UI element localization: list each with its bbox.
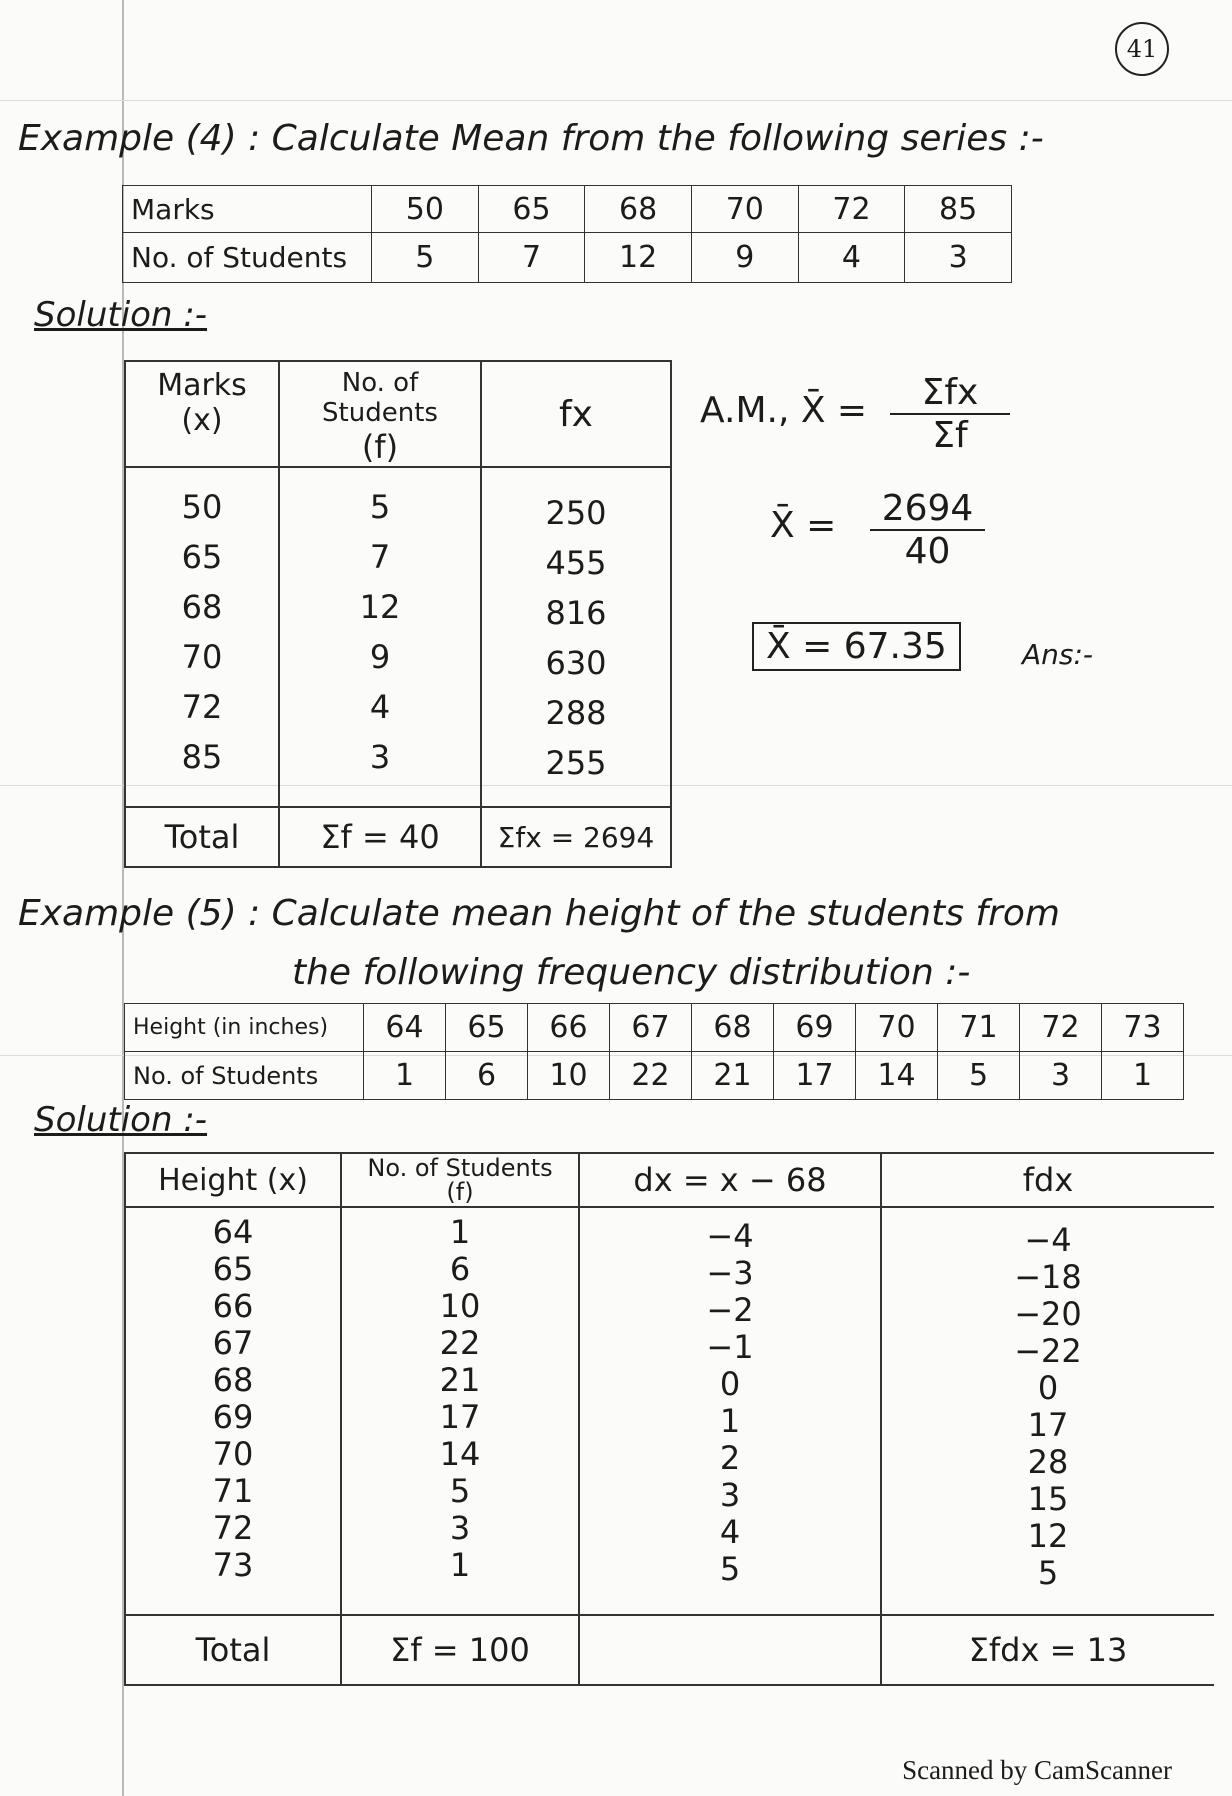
header-text: (f) — [446, 1178, 474, 1206]
cell: 288 — [545, 694, 607, 732]
table-row — [125, 1004, 1184, 1052]
cell: −22 — [1014, 1332, 1082, 1370]
table-cell: 22 — [610, 1052, 692, 1100]
cell: 7 — [369, 538, 391, 576]
column-dx — [579, 1207, 881, 1615]
cell: 71 — [212, 1472, 254, 1510]
cell: 68 — [212, 1361, 254, 1399]
header-cell: dx = x − 68 — [579, 1153, 881, 1207]
cell: 4 — [719, 1513, 741, 1551]
solution-label: Solution :- — [34, 1100, 208, 1140]
answer-label: Ans:- — [1022, 638, 1094, 671]
cell: 15 — [1027, 1480, 1069, 1518]
column-fx — [481, 467, 671, 807]
formula-numerator: Σfx — [890, 372, 1010, 415]
cell: −3 — [706, 1254, 754, 1292]
cell: 65 — [181, 538, 223, 576]
table-body-row — [125, 467, 671, 807]
table-row — [123, 233, 1012, 283]
cell: 65 — [212, 1250, 254, 1288]
cell: 50 — [181, 488, 223, 526]
table-cell: 85 — [905, 186, 1012, 233]
table-cell: 65 — [446, 1004, 528, 1052]
cell: 17 — [439, 1398, 481, 1436]
table-cell: 70 — [856, 1004, 938, 1052]
cell: 12 — [359, 588, 401, 626]
cell: −18 — [1014, 1258, 1082, 1296]
cell: 12 — [1027, 1517, 1069, 1555]
example5-title-line1: Example (5) : Calculate mean height of the students from — [18, 893, 1060, 934]
table-cell: 5 — [938, 1052, 1020, 1100]
cell: 250 — [545, 494, 607, 532]
header-text: Marks — [157, 368, 247, 403]
header-cell: fx — [559, 393, 593, 435]
cell: 70 — [181, 638, 223, 676]
table-cell: 6 — [446, 1052, 528, 1100]
cell: 0 — [719, 1365, 741, 1403]
cell: 64 — [212, 1213, 254, 1251]
table-cell: 65 — [478, 186, 585, 233]
total-label: Total — [125, 1615, 341, 1685]
cell: 28 — [1027, 1443, 1069, 1481]
table-cell: 70 — [691, 186, 798, 233]
table-cell: 68 — [692, 1004, 774, 1052]
table-cell: 10 — [528, 1052, 610, 1100]
cell: 68 — [181, 588, 223, 626]
table-cell: 69 — [774, 1004, 856, 1052]
total-empty — [579, 1615, 881, 1685]
cell: 5 — [369, 488, 391, 526]
cell: 2 — [719, 1439, 741, 1477]
cell: 3 — [719, 1476, 741, 1514]
example5-title-line2: the following frequency distribution :- — [292, 952, 971, 993]
table-cell: 3 — [1020, 1052, 1102, 1100]
ruled-line — [0, 100, 1232, 101]
table-cell: 1 — [364, 1052, 446, 1100]
solution-label: Solution :- — [34, 295, 208, 335]
header-cell — [341, 1153, 579, 1207]
table-cell: 4 — [798, 233, 905, 283]
cell: 4 — [369, 688, 391, 726]
marks-label: Marks — [123, 186, 372, 233]
cell: 255 — [545, 744, 607, 782]
step-lhs: X̄ = — [770, 505, 837, 546]
cell: 630 — [545, 644, 607, 682]
cell: 73 — [212, 1546, 254, 1584]
total-fdx: Σfdx = 13 — [968, 1631, 1128, 1669]
step-fraction — [870, 488, 985, 572]
example4-data-table — [122, 185, 1012, 283]
table-cell: 3 — [905, 233, 1012, 283]
cell: 1 — [449, 1546, 471, 1584]
cell: 455 — [545, 544, 607, 582]
example5-data-table — [124, 1003, 1184, 1100]
cell: 5 — [449, 1472, 471, 1510]
cell: 67 — [212, 1324, 254, 1362]
cell: 5 — [1037, 1554, 1059, 1592]
table-cell: 1 — [1102, 1052, 1184, 1100]
total-fx: Σfx = 2694 — [497, 820, 655, 854]
table-row — [123, 186, 1012, 233]
table-cell: 71 — [938, 1004, 1020, 1052]
cell: 72 — [212, 1509, 254, 1547]
header-cell: fdx — [1022, 1161, 1074, 1199]
page-number: 41 — [1115, 22, 1169, 76]
column-x — [125, 1207, 341, 1615]
table-cell: 17 — [774, 1052, 856, 1100]
column-f — [341, 1207, 579, 1615]
cell: 17 — [1027, 1406, 1069, 1444]
cell: 14 — [439, 1435, 481, 1473]
cell: 22 — [439, 1324, 481, 1362]
table-cell: 50 — [372, 186, 479, 233]
table-row — [125, 1052, 1184, 1100]
cell: 3 — [449, 1509, 471, 1547]
table-cell: 64 — [364, 1004, 446, 1052]
table-header-row — [125, 361, 671, 467]
cell: 69 — [212, 1398, 254, 1436]
cell: 10 — [439, 1287, 481, 1325]
table-cell: 66 — [528, 1004, 610, 1052]
table-header-row — [125, 1153, 1214, 1207]
table-total-row — [125, 807, 671, 867]
result-box: X̄ = 67.35 — [752, 622, 961, 671]
students-label: No. of Students — [125, 1052, 364, 1100]
column-x — [125, 467, 279, 807]
header-text: No. of Students — [367, 1154, 553, 1182]
cell: −2 — [706, 1291, 754, 1329]
table-cell: 72 — [798, 186, 905, 233]
cell: 66 — [212, 1287, 254, 1325]
formula-denominator: Σf — [932, 415, 968, 456]
table-cell: 14 — [856, 1052, 938, 1100]
column-fdx — [881, 1207, 1214, 1615]
cell: 85 — [181, 738, 223, 776]
cell: 9 — [369, 638, 391, 676]
cell: −1 — [706, 1328, 754, 1366]
cell: −4 — [706, 1217, 754, 1255]
height-label: Height (in inches) — [125, 1004, 364, 1052]
cell: 70 — [212, 1435, 254, 1473]
total-f: Σf = 100 — [341, 1615, 579, 1685]
formula-lhs: A.M., X̄ = — [700, 390, 868, 431]
scanner-footer: Scanned by CamScanner — [902, 1755, 1172, 1785]
cell: 5 — [719, 1550, 741, 1588]
cell: 21 — [439, 1361, 481, 1399]
table-cell: 7 — [478, 233, 585, 283]
cell: −20 — [1014, 1295, 1082, 1333]
header-text: (x) — [181, 403, 223, 438]
table-cell: 9 — [691, 233, 798, 283]
cell: 3 — [369, 738, 391, 776]
table-cell: 12 — [585, 233, 692, 283]
table-cell: 72 — [1020, 1004, 1102, 1052]
example4-title: Example (4) : Calculate Mean from the following series :- — [18, 118, 1044, 159]
cell: 6 — [449, 1250, 471, 1288]
table-cell: 73 — [1102, 1004, 1184, 1052]
table-total-row — [125, 1615, 1214, 1685]
header-cell: Height (x) — [125, 1153, 341, 1207]
example5-solution-table — [124, 1152, 1214, 1686]
header-cell — [279, 361, 481, 467]
step-numerator: 2694 — [870, 488, 985, 531]
cell: 1 — [449, 1213, 471, 1251]
table-cell: 67 — [610, 1004, 692, 1052]
cell: −4 — [1024, 1221, 1072, 1259]
cell: 0 — [1037, 1369, 1059, 1407]
cell: 816 — [545, 594, 607, 632]
example4-solution-table — [124, 360, 672, 868]
header-text: No. of Students — [322, 368, 438, 428]
total-f: Σf = 40 — [279, 807, 481, 867]
total-label: Total — [125, 807, 279, 867]
students-label: No. of Students — [123, 233, 372, 283]
header-cell — [125, 361, 279, 467]
column-f — [279, 467, 481, 807]
cell: 1 — [719, 1402, 741, 1440]
table-cell: 68 — [585, 186, 692, 233]
cell: 72 — [181, 688, 223, 726]
table-body-row — [125, 1207, 1214, 1615]
header-text: (f) — [361, 428, 399, 466]
step-denominator: 40 — [904, 531, 951, 572]
table-cell: 21 — [692, 1052, 774, 1100]
formula-fraction — [890, 372, 1010, 456]
table-cell: 5 — [372, 233, 479, 283]
